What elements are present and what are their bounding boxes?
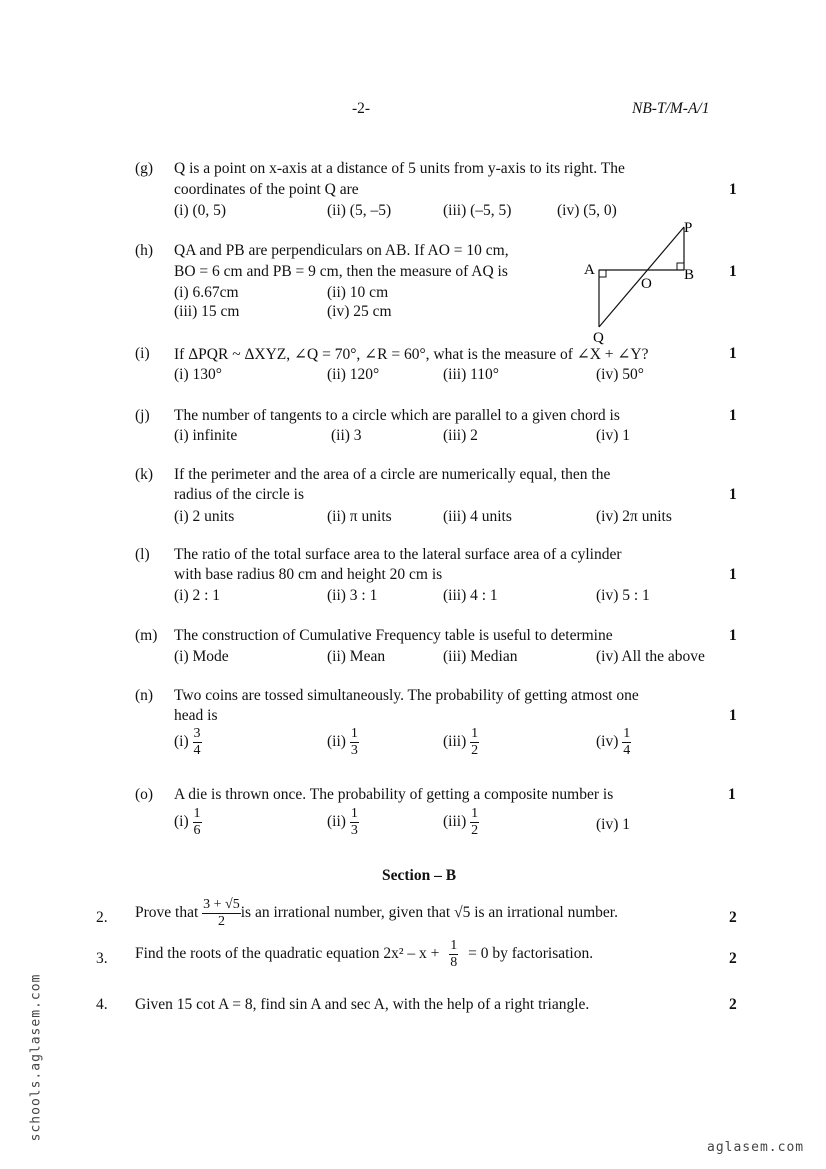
fraction	[350, 806, 359, 839]
option: (iv) All the above	[596, 648, 705, 665]
option: (ii) 120°	[327, 366, 380, 383]
option-prefix: (iii)	[443, 813, 467, 831]
question-marks: 1	[729, 181, 737, 198]
option-prefix: (iii)	[443, 733, 467, 751]
option-prefix: (ii)	[327, 813, 346, 831]
option: (iii) 4 : 1	[443, 587, 498, 604]
label-o: O	[641, 276, 652, 292]
question-label: (h)	[135, 242, 154, 259]
label-p: P	[684, 220, 693, 236]
question-text-post: is an irrational number, given that	[240, 904, 451, 922]
option: (i) 2 : 1	[174, 587, 221, 604]
label-a: A	[584, 262, 595, 278]
question-label: (o)	[135, 786, 154, 803]
question-text: The ratio of the total surface area to the lateral surface area of a cylinder	[174, 546, 622, 563]
question-text: radius of the circle is	[174, 486, 304, 503]
question-text: A die is thrown once. The probability of getting a composite number is	[174, 786, 614, 803]
fraction	[350, 726, 359, 759]
option	[327, 726, 359, 759]
question-text: The construction of Cumulative Frequency table is useful to determine	[174, 627, 613, 644]
question-label: (j)	[135, 407, 150, 424]
fraction	[622, 726, 631, 759]
option: (iv) 5 : 1	[596, 587, 650, 604]
right-angle-b	[677, 263, 684, 270]
option	[327, 806, 359, 839]
question-label: (i)	[135, 345, 150, 362]
option	[174, 806, 202, 839]
question-text: QA and PB are perpendiculars on AB. If AO = 10 cm,	[174, 242, 509, 259]
fraction	[449, 938, 458, 971]
question-text: Two coins are tossed simultaneously. The probability of getting atmost one	[174, 687, 639, 704]
option: (i) Mode	[174, 648, 229, 665]
question-marks: 2	[729, 950, 737, 967]
option: (iii) 110°	[443, 366, 499, 383]
option: (iv) 50°	[596, 366, 644, 383]
numerator: 1	[193, 806, 202, 823]
side-watermark: schools.aglasem.com	[28, 973, 44, 1142]
geometry-figure	[580, 215, 700, 345]
denominator: 4	[193, 743, 201, 759]
option: (ii) 3 : 1	[327, 587, 378, 604]
option: (iv) 1	[596, 427, 631, 444]
denominator: 6	[193, 823, 201, 839]
option	[174, 726, 202, 759]
question-text: BO = 6 cm and PB = 9 cm, then the measure of AQ is	[174, 263, 508, 280]
question-text-pre: Prove that	[135, 904, 199, 922]
question-text	[135, 897, 618, 930]
question-label: (k)	[135, 466, 154, 483]
sqrt-term: √5	[454, 904, 471, 922]
fraction	[470, 726, 479, 759]
numerator: 1	[470, 726, 479, 743]
option: (ii) Mean	[327, 648, 386, 665]
option	[443, 806, 479, 839]
question-marks: 1	[729, 263, 737, 280]
option: (i) 2 units	[174, 508, 235, 525]
question-text: coordinates of the point Q are	[174, 181, 359, 198]
numerator: 1	[449, 938, 458, 955]
option-prefix: (iv)	[596, 733, 619, 751]
question-text: If ΔPQR ~ ΔXYZ, ∠Q = 70°, ∠R = 60°, what is the measure of ∠X + ∠Y?	[174, 346, 649, 363]
section-title: Section – B	[382, 867, 457, 884]
question-marks: 1	[728, 786, 736, 803]
fraction	[202, 897, 241, 930]
question-text: The number of tangents to a circle which are parallel to a given chord is	[174, 407, 620, 424]
question-text: If the perimeter and the area of a circle are numerically equal, then the	[174, 466, 611, 483]
option: (iv) 2π units	[596, 508, 672, 525]
option: (iv) 1	[596, 816, 631, 833]
question-text	[135, 938, 593, 971]
option	[443, 726, 479, 759]
question-marks: 1	[729, 707, 737, 724]
option: (i) (0, 5)	[174, 202, 227, 219]
footer-watermark: aglasem.com	[707, 1140, 805, 1155]
question-text-post2: is an irrational number.	[474, 904, 618, 922]
option: (iii) Median	[443, 648, 518, 665]
page-number: -2-	[352, 100, 371, 117]
option-prefix: (i)	[174, 813, 189, 831]
option: (ii) 3	[331, 427, 362, 444]
question-label: (n)	[135, 687, 154, 704]
question-number: 3.	[96, 950, 108, 967]
question-label: (g)	[135, 160, 154, 177]
option: (ii) 10 cm	[327, 284, 389, 301]
numerator: 1	[350, 806, 359, 823]
option	[596, 726, 631, 759]
question-marks: 1	[729, 627, 737, 644]
numerator: 1	[350, 726, 359, 743]
option: (i) 130°	[174, 366, 222, 383]
denominator: 2	[471, 743, 479, 759]
label-q: Q	[593, 330, 604, 345]
denominator: 4	[623, 743, 631, 759]
question-marks: 1	[729, 566, 737, 583]
numerator: 1	[622, 726, 631, 743]
question-text: Q is a point on x-axis at a distance of 5 units from y-axis to its right. The	[174, 160, 625, 177]
option-prefix: (ii)	[327, 733, 346, 751]
option: (iv) 25 cm	[327, 303, 392, 320]
question-text: head is	[174, 707, 218, 724]
question-number: 4.	[96, 996, 108, 1013]
option-prefix: (i)	[174, 733, 189, 751]
option: (ii) π units	[327, 508, 392, 525]
question-marks: 1	[729, 407, 737, 424]
option: (iv) (5, 0)	[557, 202, 617, 219]
numerator: 3	[193, 726, 202, 743]
denominator: 3	[350, 743, 358, 759]
option: (i) infinite	[174, 427, 238, 444]
denominator: 3	[350, 823, 358, 839]
question-label: (l)	[135, 546, 150, 563]
question-text-pre: Find the roots of the quadratic equation 2x² – x +	[135, 945, 440, 963]
numerator: 3 + √5	[202, 897, 241, 914]
question-marks: 1	[729, 486, 737, 503]
question-text-post: = 0 by factorisation.	[468, 945, 594, 963]
question-label: (m)	[135, 627, 158, 644]
fraction	[470, 806, 479, 839]
option: (ii) (5, –5)	[327, 202, 392, 219]
fraction	[193, 806, 202, 839]
right-angle-a	[599, 270, 606, 277]
question-marks: 1	[729, 345, 737, 362]
denominator: 2	[217, 914, 225, 930]
question-marks: 2	[729, 996, 737, 1013]
question-number: 2.	[96, 909, 108, 926]
fraction	[193, 726, 202, 759]
question-text: Given 15 cot A = 8, find sin A and sec A, with the help of a right triangle.	[135, 996, 590, 1013]
denominator: 2	[471, 823, 479, 839]
option: (iii) 2	[443, 427, 478, 444]
option: (i) 6.67cm	[174, 284, 239, 301]
denominator: 8	[450, 955, 458, 971]
option: (iii) 15 cm	[174, 303, 240, 320]
numerator: 1	[470, 806, 479, 823]
option: (iii) 4 units	[443, 508, 512, 525]
question-marks: 2	[729, 909, 737, 926]
label-b: B	[684, 267, 695, 283]
paper-code: NB-T/M-A/1	[632, 100, 710, 117]
question-text: with base radius 80 cm and height 20 cm is	[174, 566, 443, 583]
option: (iii) (–5, 5)	[443, 202, 512, 219]
